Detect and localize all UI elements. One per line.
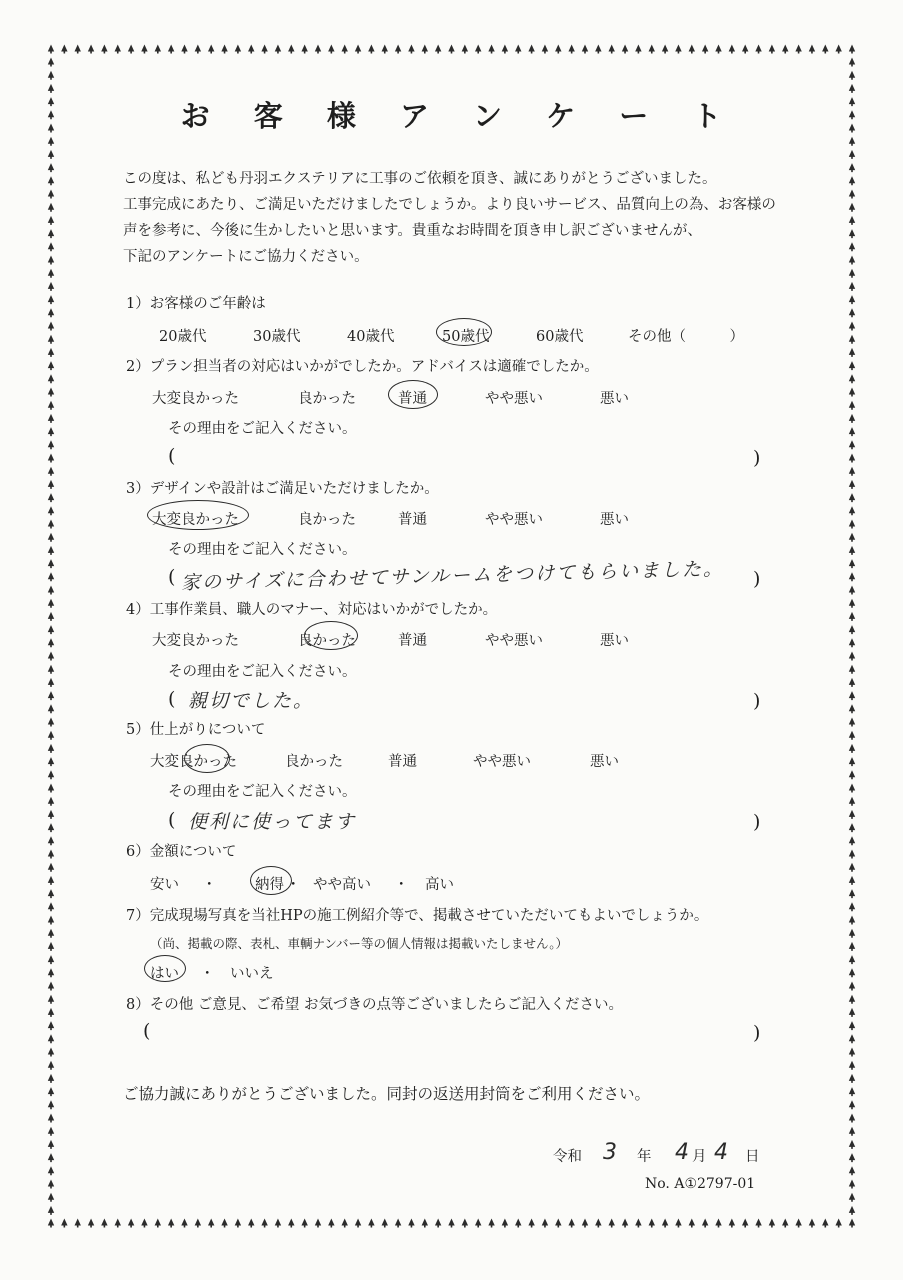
q6-separator-1: ・ <box>202 877 217 893</box>
q3-reason-answer[interactable]: 家のサイズに合わせてサンルームをつけてもらいました。 <box>180 557 725 595</box>
q8-paren-open: ( <box>143 1020 151 1042</box>
date-day-value[interactable]: 4 <box>714 1140 730 1165</box>
q6-option-expensive[interactable]: 高い <box>425 877 454 893</box>
thanks-message: ご協力誠にありがとうございました。同封の返送用封筒をご利用ください。 <box>123 1085 651 1103</box>
q7-option-no[interactable]: いいえ <box>230 966 274 982</box>
intro-line-2: 工事完成にあたり、ご満足いただけましたでしょうか。より良いサービス、品質向上の為、お客様の <box>123 197 776 213</box>
q4-label: 4）工事作業員、職人のマナー、対応はいかがでしたか。 <box>126 602 498 618</box>
date-era: 令和 <box>553 1149 582 1165</box>
q2-option-average[interactable]: 普通 <box>398 391 427 407</box>
q5-option-good[interactable]: 良かった <box>285 754 343 770</box>
q5-reason-answer[interactable]: 便利に使ってます <box>188 811 357 833</box>
q3-paren-close: ) <box>753 568 761 590</box>
q4-reason-prompt: その理由をご記入ください。 <box>168 664 357 680</box>
q8-paren-close: ) <box>753 1022 761 1044</box>
q1-option-50s[interactable]: 50歳代 <box>442 329 490 345</box>
q4-reason-answer[interactable]: 親切でした。 <box>188 690 315 712</box>
document-number: No. A①2797-01 <box>645 1176 756 1192</box>
q4-option-average[interactable]: 普通 <box>398 633 427 649</box>
q2-paren-open: ( <box>168 445 176 467</box>
q7-note: （尚、掲載の際、表札、車輌ナンバー等の個人情報は掲載いたしません。） <box>150 936 569 951</box>
q3-label: 3）デザインや設計はご満足いただけましたか。 <box>126 481 439 497</box>
q5-selected-circle <box>184 744 230 773</box>
q3-option-somewhat-bad[interactable]: やや悪い <box>485 512 543 528</box>
intro-line-4: 下記のアンケートにご協力ください。 <box>123 249 369 265</box>
q5-option-somewhat-bad[interactable]: やや悪い <box>473 754 531 770</box>
q1-option-other[interactable]: その他（ ） <box>628 329 744 345</box>
q6-label: 6）金額について <box>126 844 237 860</box>
q5-option-very-good[interactable]: 大変良かった <box>150 754 237 770</box>
q4-option-good[interactable]: 良かった <box>298 633 356 649</box>
q3-option-very-good[interactable]: 大変良かった <box>152 512 239 528</box>
q4-option-bad[interactable]: 悪い <box>600 633 629 649</box>
q1-selected-circle <box>436 318 492 346</box>
q6-separator-3: ・ <box>394 877 409 893</box>
date-day-unit: 日 <box>745 1149 760 1165</box>
q2-label: 2）プラン担当者の対応はいかがでしたか。アドバイスは適確でしたか。 <box>126 359 599 375</box>
q6-separator-2: ・ <box>286 877 301 893</box>
intro-line-3: 声を参考に、今後に生かしたいと思います。貴重なお時間を頂き申し訳ございませんが、 <box>123 223 702 239</box>
q6-selected-circle <box>250 866 292 895</box>
q6-option-satisfied[interactable]: 納得 <box>255 877 284 893</box>
q7-option-yes[interactable]: はい <box>150 966 179 982</box>
page-title: お 客 様 ア ン ケ ー ト <box>180 99 739 133</box>
q4-paren-close: ) <box>753 690 761 712</box>
q5-paren-open: ( <box>168 809 176 831</box>
q1-option-30s[interactable]: 30歳代 <box>253 329 301 345</box>
q3-option-average[interactable]: 普通 <box>398 512 427 528</box>
q3-option-good[interactable]: 良かった <box>298 512 356 528</box>
q4-selected-circle <box>304 621 358 650</box>
q3-option-bad[interactable]: 悪い <box>600 512 629 528</box>
q2-option-somewhat-bad[interactable]: やや悪い <box>485 391 543 407</box>
q6-option-cheap[interactable]: 安い <box>150 877 179 893</box>
q2-reason-prompt: その理由をご記入ください。 <box>168 421 357 437</box>
date-month-value[interactable]: 4 <box>675 1140 691 1165</box>
q4-option-very-good[interactable]: 大変良かった <box>152 633 239 649</box>
q7-selected-circle <box>144 955 186 982</box>
date-year-unit: 年 <box>637 1149 652 1165</box>
q3-selected-circle <box>147 500 249 530</box>
q7-label: 7）完成現場写真を当社HPの施工例紹介等で、掲載させていただいてもよいでしょうか。 <box>126 908 709 924</box>
q4-option-somewhat-bad[interactable]: やや悪い <box>485 633 543 649</box>
q2-option-good[interactable]: 良かった <box>298 391 356 407</box>
date-month-unit: 月 <box>692 1149 707 1165</box>
q1-label: 1）お客様のご年齢は <box>126 296 266 312</box>
q3-reason-prompt: その理由をご記入ください。 <box>168 542 357 558</box>
q3-paren-open: ( <box>168 566 176 588</box>
q2-selected-circle <box>388 380 438 409</box>
q2-paren-close: ) <box>753 447 761 469</box>
q5-reason-prompt: その理由をご記入ください。 <box>168 784 357 800</box>
q5-label: 5）仕上がりについて <box>126 722 266 738</box>
q5-option-bad[interactable]: 悪い <box>590 754 619 770</box>
q8-label: 8）その他 ご意見、ご希望 お気づきの点等ございましたらご記入ください。 <box>126 997 623 1013</box>
intro-line-1: この度は、私ども丹羽エクステリアに工事のご依頼を頂き、誠にありがとうございました。 <box>123 171 717 187</box>
q5-option-average[interactable]: 普通 <box>388 754 417 770</box>
q5-paren-close: ) <box>753 811 761 833</box>
q1-option-20s[interactable]: 20歳代 <box>159 329 207 345</box>
q7-separator: ・ <box>200 966 215 982</box>
date-year-value[interactable]: 3 <box>603 1140 619 1165</box>
q4-paren-open: ( <box>168 688 176 710</box>
q2-option-bad[interactable]: 悪い <box>600 391 629 407</box>
q6-option-somewhat-expensive[interactable]: やや高い <box>313 877 371 893</box>
q1-option-40s[interactable]: 40歳代 <box>347 329 395 345</box>
q2-option-very-good[interactable]: 大変良かった <box>152 391 239 407</box>
q1-option-60s[interactable]: 60歳代 <box>536 329 584 345</box>
